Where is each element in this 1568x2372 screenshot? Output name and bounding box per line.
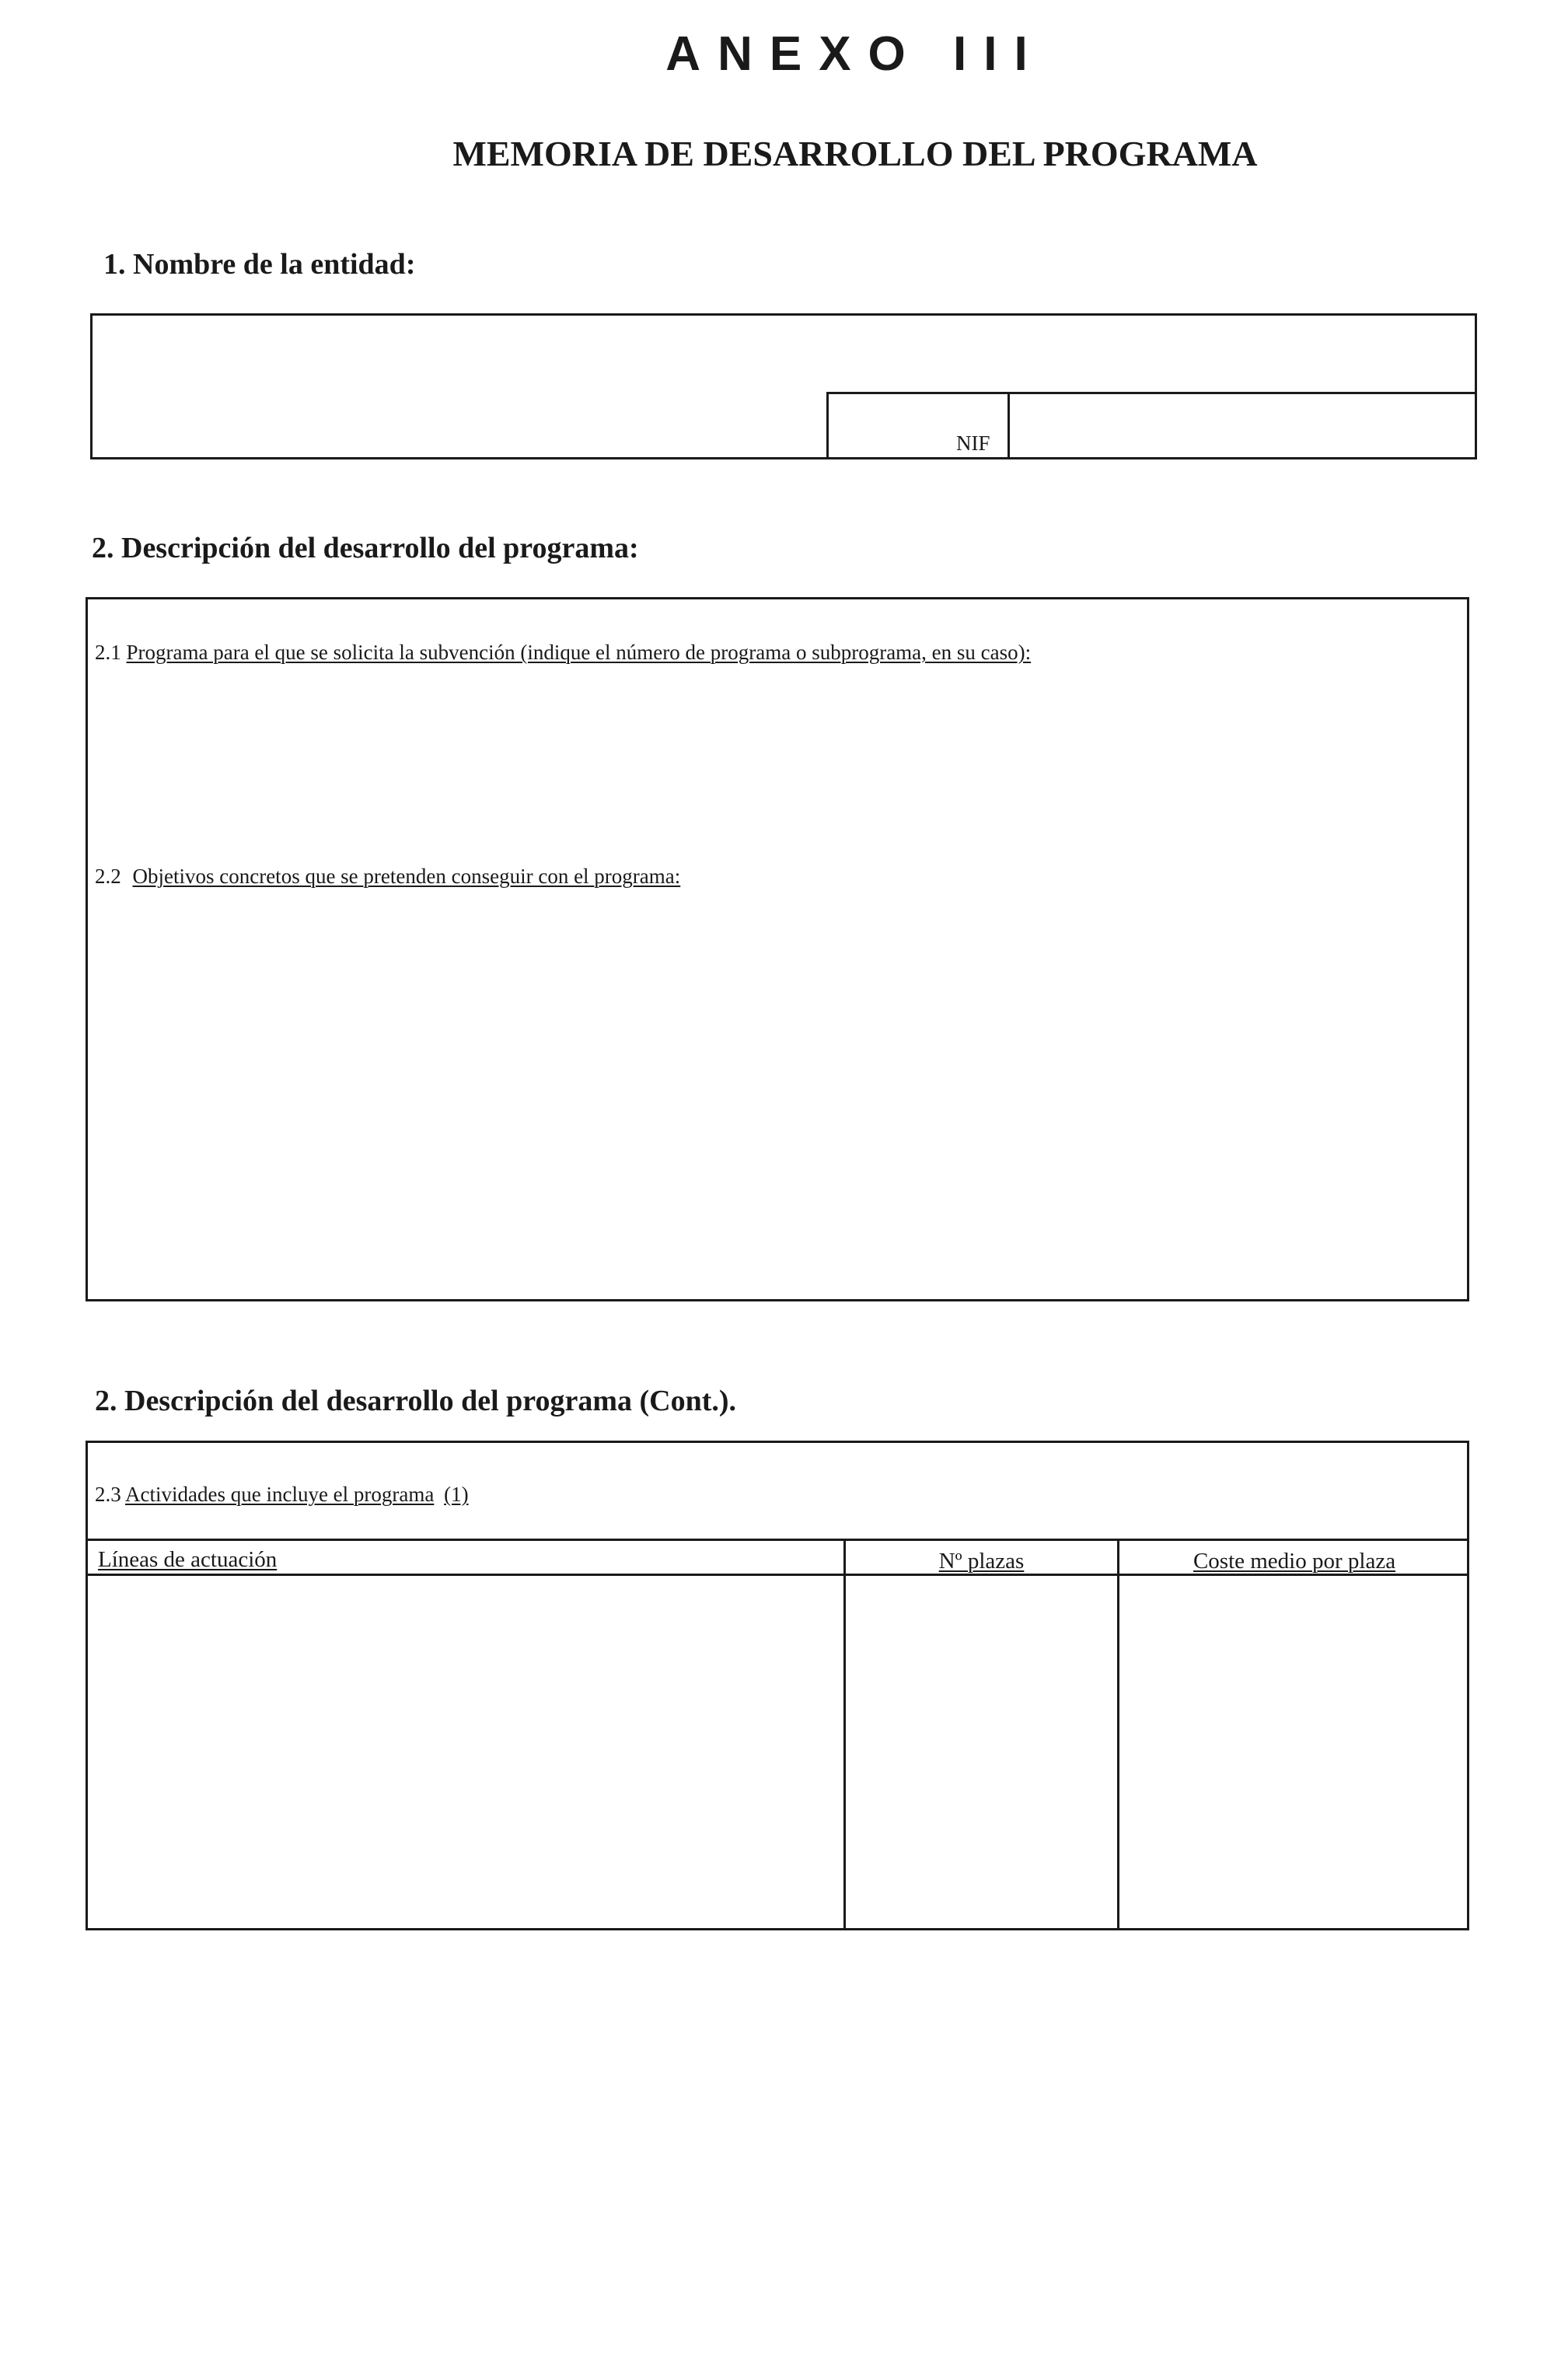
table-top-rule: [86, 1539, 1469, 1541]
item-2-1-text: Programa para el que se solicita la subvención (indique el número de programa o subprograma, en su caso):: [126, 641, 1032, 664]
item-2-3: [95, 1481, 469, 1507]
nif-input-area[interactable]: [1011, 395, 1474, 457]
item-2-1: [95, 639, 1031, 665]
item-2-2: [95, 863, 680, 889]
nif-divider-right: [1008, 392, 1010, 459]
item-2-3-text: Actividades que incluye el programa: [125, 1483, 435, 1506]
section-2-heading: 2. Descripción del desarrollo del programa:: [92, 532, 639, 564]
section-2-cont-heading: 2. Descripción del desarrollo del programa (Cont.).: [95, 1385, 737, 1417]
nif-label: NIF: [956, 431, 990, 455]
lineas-input-area[interactable]: [88, 1576, 843, 1928]
item-2-2-answer-area[interactable]: [95, 902, 1455, 1291]
plazas-input-area[interactable]: [846, 1576, 1117, 1928]
coste-input-area[interactable]: [1119, 1576, 1467, 1928]
nif-divider-left: [826, 392, 829, 459]
item-2-3-number: 2.3: [95, 1483, 121, 1506]
section-1-heading: 1. Nombre de la entidad:: [103, 248, 416, 281]
item-2-3-note: (1): [444, 1483, 469, 1506]
column-header-plazas: Nº plazas: [938, 1549, 1025, 1574]
annex-title: ANEXO III: [665, 27, 1045, 81]
document-subtitle: MEMORIA DE DESARROLLO DEL PROGRAMA: [452, 134, 1258, 173]
column-header-coste: Coste medio por plaza: [1193, 1549, 1396, 1574]
item-2-2-text: Objetivos concretos que se pretenden conseguir con el programa:: [132, 865, 681, 888]
nif-divider-horizontal: [827, 392, 1477, 394]
item-2-1-number: 2.1: [95, 641, 121, 664]
item-2-1-answer-area[interactable]: [95, 676, 1455, 863]
item-2-2-number: 2.2: [95, 865, 121, 888]
column-header-lineas: Líneas de actuación: [98, 1547, 278, 1572]
